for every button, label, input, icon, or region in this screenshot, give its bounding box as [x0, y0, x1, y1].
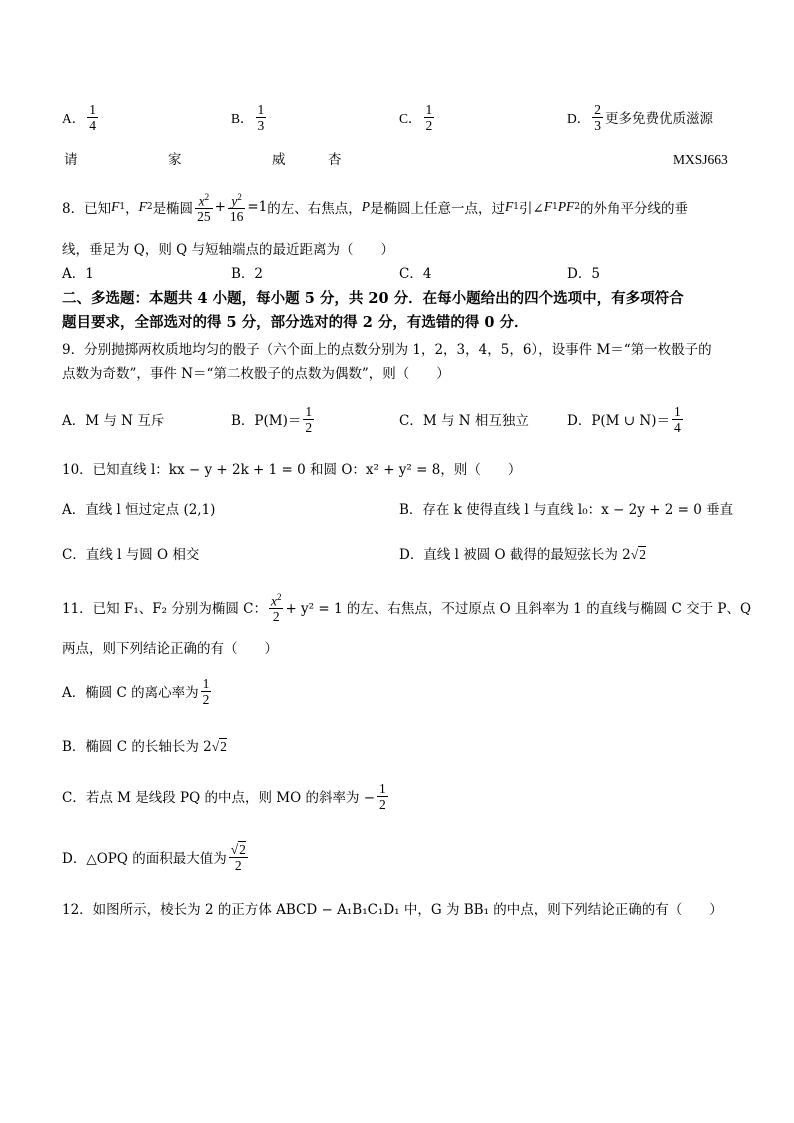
q11-option-d	[62, 840, 250, 874]
radicand: 2	[639, 547, 646, 562]
text: 8．已知	[62, 201, 112, 217]
q9-option-b	[231, 402, 316, 436]
q9-stem-line2: 点数为奇数”，事件 N＝“第二枚骰子的点数为偶数”，则（ ）	[62, 366, 450, 382]
option-label: B．	[231, 413, 255, 429]
q10-option-d	[399, 545, 646, 565]
sqrt: √2	[630, 547, 646, 562]
text: C．M 与 N 相互独立	[399, 413, 529, 429]
section-heading: 二、多选题：本题共 4 小题，每小题 5 分，共 20 分．在每小题给出的四个选项中，有多项符合	[62, 290, 684, 307]
fraction: $\frac{x^2}{2}$	[270, 591, 282, 625]
watermark-char: 杏	[328, 152, 342, 168]
fraction: $\frac{y^2}{16}$	[229, 191, 244, 225]
fraction	[87, 102, 98, 133]
q10-option-a: A．直线 l 恒过定点 (2,1)	[62, 502, 216, 518]
q11-stem-line1	[62, 590, 751, 624]
text: D．△OPQ 的面积最大值为	[62, 851, 227, 867]
q9-option-c	[399, 402, 529, 436]
fraction: $\frac{x^2}{25}$	[197, 191, 211, 225]
q9-option-a	[62, 402, 164, 436]
q11-stem-line2: 两点，则下列结论正确的有（ ）	[62, 641, 278, 657]
text: 的外角平分线的垂	[580, 201, 689, 217]
fraction	[256, 102, 267, 133]
text: + y² = 1 的左、右焦点，不过原点 O 且斜率为 1 的直线与椭圆 C 交于 P、Q	[285, 601, 752, 617]
q7-option-a	[62, 100, 100, 134]
q11-option-b	[62, 737, 227, 757]
expression: P(M)＝	[254, 413, 302, 429]
denominator: 3	[594, 117, 601, 133]
q11-option-a	[62, 674, 213, 708]
numerator: 2	[594, 101, 601, 117]
sqrt: √2	[211, 739, 227, 754]
numerator: 1	[425, 101, 433, 117]
text: C．若点 M 是线段 PQ 的中点，则 MO 的斜率为 −	[62, 790, 376, 806]
text: A．椭圆 C 的离心率为	[62, 685, 199, 701]
q10-stem: 10．已知直线 l：kx − y + 2k + 1 = 0 和圆 O：x² + y² = 8，则（ ）	[62, 462, 522, 478]
denominator: 3	[257, 117, 265, 133]
watermark-char: 请	[64, 152, 78, 168]
q8-option-d: D．5	[567, 266, 600, 282]
q11-option-c	[62, 779, 390, 813]
option-label: D．	[567, 413, 592, 429]
denominator: 2	[425, 117, 433, 133]
option-label: A．	[62, 111, 86, 126]
section-heading-cont: 题目要求，全部选对的得 5 分，部分选对的得 2 分，有选错的得 0 分．	[62, 314, 529, 331]
watermark-char: 家	[168, 152, 182, 168]
text: D．直线 l 被圆 O 截得的最短弦长为 2	[399, 547, 631, 563]
q7-option-c	[399, 100, 436, 134]
numerator: 1	[257, 101, 265, 117]
text: A．M 与 N 互斥	[62, 413, 165, 429]
option-label: C．	[399, 111, 422, 126]
text: B．椭圆 C 的长轴长为 2	[62, 739, 212, 755]
expression: P(M ∪ N)＝	[591, 413, 670, 429]
fraction: $\frac{1}{2}$	[379, 780, 386, 812]
text: 是椭圆	[152, 201, 194, 217]
watermark-code: MXSJ663	[673, 152, 728, 167]
radicand: 2	[220, 739, 227, 754]
numerator: 1	[89, 101, 96, 117]
q10-option-c: C．直线 l 与圆 O 相交	[62, 547, 200, 563]
q10-option-b: B．存在 k 使得直线 l 与直线 l₀：x − 2y + 2 = 0 垂直	[399, 502, 734, 518]
q8-stem-line1: 8．已知 F 1 ， F 2 是椭圆 $\frac{x^2}{25}$ + $\frac{y^2}{16}$ =1 的左、右焦点， P 是椭圆上任意一点，过 F 1 引∠ F 1 PF 2 的外角平分线的垂	[62, 191, 689, 225]
q8-option-a: A．1	[62, 266, 94, 282]
fraction	[592, 102, 603, 133]
text: 是椭圆上任意一点，过	[370, 201, 506, 217]
text: 的左、右焦点，	[267, 201, 362, 217]
fraction	[424, 102, 435, 133]
fraction: $\frac{1}{2}$	[202, 675, 210, 707]
q9-stem-line1: 9．分别抛掷两枚质地均匀的骰子（六个面上的点数分别为 1，2，3，4，5，6），设事件 M＝“第一枚骰子的	[62, 342, 712, 358]
text: 11．已知 F₁、F₂ 分别为椭圆 C：	[62, 601, 267, 617]
q7-option-d	[567, 100, 713, 134]
q8-option-c: C．4	[399, 266, 432, 282]
fraction: $\frac{1}{4}$	[673, 403, 681, 435]
fraction: $\frac{1}{2}$	[305, 403, 313, 435]
option-label: B．	[231, 111, 254, 126]
option-label: D．	[567, 111, 591, 126]
denominator: 4	[89, 117, 96, 133]
q7-option-b	[231, 100, 268, 134]
q12-stem: 12．如图所示，棱长为 2 的正方体 ABCD − A₁B₁C₁D₁ 中，G 为 BB₁ 的中点，则下列结论正确的有（ ）	[62, 902, 723, 918]
promo-text: 更多免费优质滋源	[605, 111, 713, 127]
q8-stem-line2: 线，垂足为 Q，则 Q 与短轴端点的最近距离为（ ）	[62, 242, 395, 258]
watermark-char: 威	[272, 152, 286, 168]
fraction: $\frac{√2}{2}$	[230, 841, 246, 873]
q8-option-b: B．2	[231, 266, 264, 282]
q9-option-d	[567, 402, 685, 436]
text: 引∠	[519, 201, 544, 217]
